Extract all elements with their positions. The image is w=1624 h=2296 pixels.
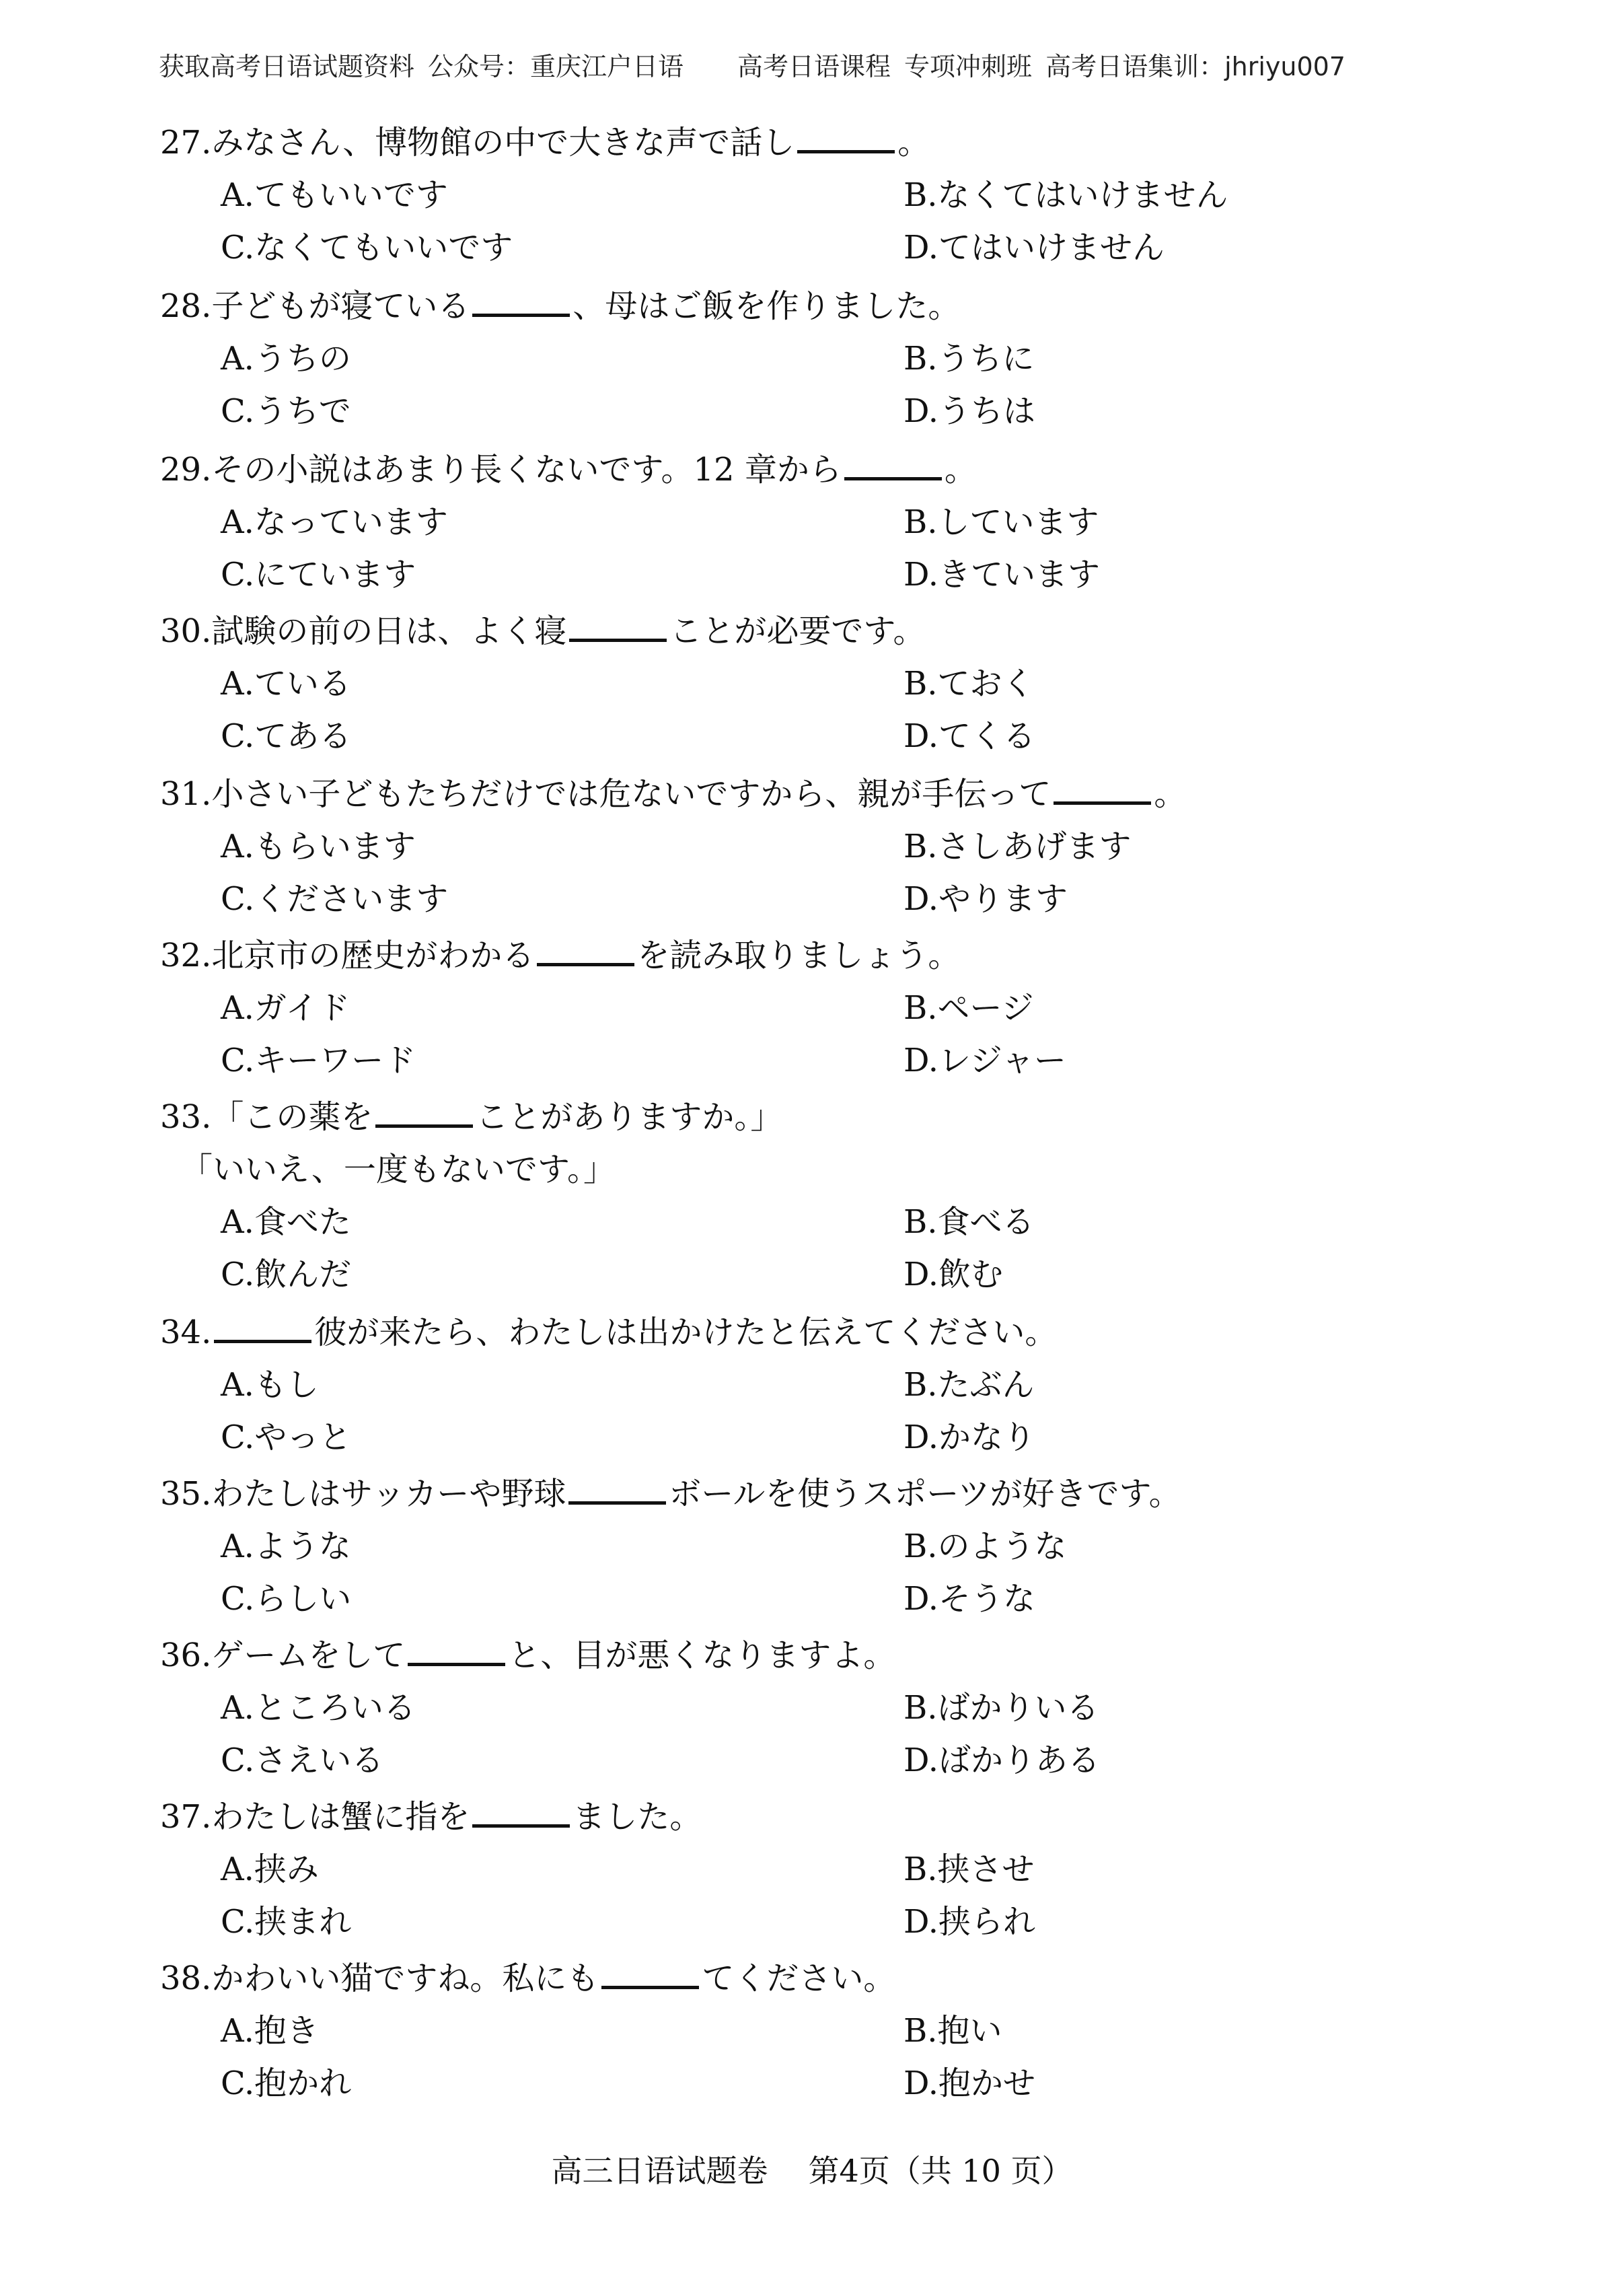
page-header bbox=[159, 46, 1345, 83]
page-footer bbox=[0, 2147, 1624, 2191]
answer-blank bbox=[1054, 775, 1151, 805]
page-number: 第4页（共 10 页） bbox=[808, 2153, 1073, 2189]
stem-text-before: 試験の前の日は、よく寝 bbox=[211, 612, 567, 650]
option-b: B.しています bbox=[903, 503, 1099, 541]
option-b: B.食べる bbox=[903, 1203, 1035, 1241]
option-b: B.挟させ bbox=[903, 1851, 1035, 1888]
options-grid bbox=[160, 663, 1506, 756]
question-number: 33. bbox=[160, 1098, 212, 1136]
option-b: B.さしあげます bbox=[903, 828, 1132, 865]
option-c: C.挟まれ bbox=[221, 1903, 352, 1941]
question-stem bbox=[160, 935, 1506, 976]
option-c: C.飲んだ bbox=[221, 1256, 352, 1293]
stem-text-after: ことがありますか。」 bbox=[476, 1098, 783, 1136]
option-d: D.そうな bbox=[903, 1580, 1036, 1618]
dialogue-reply: 「いいえ、一度もないです。」 bbox=[180, 1151, 616, 1188]
question-number: 27. bbox=[160, 124, 212, 162]
stem-text-before: わたしはサッカーや野球 bbox=[211, 1475, 566, 1513]
options-grid bbox=[160, 826, 1506, 919]
answer-blank bbox=[408, 1636, 505, 1666]
option-c: C.うちで bbox=[221, 392, 351, 430]
option-c: C.らしい bbox=[221, 1580, 352, 1618]
option-b: B.ページ bbox=[903, 989, 1034, 1027]
stem-text-before: 子どもが寝ている bbox=[211, 287, 470, 325]
stem-text-after: を読み取りましょう。 bbox=[637, 937, 961, 974]
option-a: A.ような bbox=[221, 1528, 351, 1565]
header-promo-text: 获取高考日语试题资料 bbox=[159, 52, 415, 81]
option-a: A.ている bbox=[221, 665, 351, 703]
option-d: D.飲む bbox=[903, 1256, 1004, 1293]
option-d: D.抱かせ bbox=[903, 2065, 1036, 2102]
option-d: D.かなり bbox=[903, 1419, 1036, 1456]
question-stem bbox=[160, 611, 1506, 651]
stem-text-after: 。 bbox=[1154, 775, 1187, 813]
question-stem bbox=[160, 774, 1506, 814]
option-b: B.ばかりいる bbox=[903, 1689, 1099, 1727]
option-c: C.てある bbox=[221, 717, 352, 755]
option-c: C.キーワード bbox=[221, 1042, 416, 1079]
question-stem bbox=[160, 286, 1506, 326]
option-d: D.きています bbox=[903, 556, 1101, 594]
answer-blank bbox=[375, 1098, 473, 1128]
header-account: 公众号：重庆江户日语 bbox=[428, 52, 684, 81]
question-27 bbox=[160, 122, 1506, 268]
option-b: B.のような bbox=[903, 1528, 1067, 1565]
question-34 bbox=[160, 1312, 1506, 1458]
answer-blank bbox=[214, 1313, 311, 1343]
question-36 bbox=[160, 1635, 1506, 1781]
option-d: D.やります bbox=[903, 880, 1068, 918]
option-b: B.うちに bbox=[903, 340, 1035, 378]
option-c: C.さえいる bbox=[221, 1742, 384, 1779]
option-a: A.ところいる bbox=[221, 1689, 416, 1727]
answer-blank bbox=[797, 123, 895, 153]
option-d: D.てくる bbox=[903, 717, 1036, 755]
option-a: A.挟み bbox=[221, 1851, 319, 1888]
option-a: A.もし bbox=[221, 1366, 319, 1404]
answer-blank bbox=[472, 287, 570, 317]
option-a: A.なっています bbox=[221, 503, 448, 541]
options-grid bbox=[160, 1365, 1506, 1458]
answer-blank bbox=[472, 1797, 570, 1828]
options-grid bbox=[160, 988, 1506, 1081]
question-stem bbox=[160, 1312, 1506, 1353]
stem-text-after: ことが必要です。 bbox=[669, 612, 926, 650]
question-35 bbox=[160, 1474, 1506, 1619]
question-29 bbox=[160, 450, 1506, 595]
options-grid bbox=[160, 338, 1506, 431]
stem-text-after: ボールを使うスポーツが好きです。 bbox=[669, 1475, 1181, 1513]
question-number: 34. bbox=[160, 1314, 212, 1351]
options-grid bbox=[160, 1202, 1506, 1295]
stem-text-before: その小説はあまり長くないです。12 章から bbox=[211, 451, 842, 489]
option-a: A.もらいます bbox=[221, 828, 416, 865]
question-37 bbox=[160, 1797, 1506, 1942]
option-a: A.抱き bbox=[221, 2012, 319, 2050]
options-grid bbox=[160, 1688, 1506, 1781]
option-a: A.てもいいです bbox=[221, 176, 448, 214]
option-c: C.くださいます bbox=[221, 880, 449, 918]
question-number: 36. bbox=[160, 1637, 212, 1674]
question-stem bbox=[160, 1958, 1506, 1999]
question-38 bbox=[160, 1958, 1506, 2104]
option-c: C.なくてもいいです bbox=[221, 229, 513, 266]
option-d: D.うちは bbox=[903, 392, 1036, 430]
header-class: 专项冲刺班 bbox=[904, 52, 1033, 81]
question-number: 35. bbox=[160, 1475, 212, 1513]
answer-blank bbox=[601, 1959, 699, 1989]
question-number: 30. bbox=[160, 612, 212, 650]
option-d: D.挟られ bbox=[903, 1903, 1036, 1941]
option-d: D.てはいけません bbox=[903, 229, 1165, 266]
stem-text-before: 「この薬を bbox=[211, 1098, 373, 1136]
options-grid bbox=[160, 175, 1506, 268]
stem-text-before: かわいい猫ですね。私にも bbox=[211, 1960, 599, 1997]
stem-text-before: 小さい子どもたちだけでは危ないですから、親が手伝って bbox=[211, 775, 1051, 813]
question-number: 32. bbox=[160, 937, 212, 974]
question-number: 37. bbox=[160, 1798, 212, 1836]
option-a: A.ガイド bbox=[221, 989, 350, 1027]
stem-text-after: 。 bbox=[944, 451, 977, 489]
option-b: B.抱い bbox=[903, 2012, 1002, 2050]
stem-text-before: 北京市の歴史がわかる bbox=[211, 937, 535, 974]
question-stem bbox=[160, 1797, 1506, 1837]
question-number: 28. bbox=[160, 287, 212, 325]
question-number: 38. bbox=[160, 1960, 212, 1997]
options-grid bbox=[160, 2011, 1506, 2104]
question-stem bbox=[160, 122, 1506, 163]
option-c: C.やっと bbox=[221, 1419, 352, 1456]
question-28 bbox=[160, 286, 1506, 431]
option-b: B.なくてはいけません bbox=[903, 176, 1228, 214]
stem-text-after: 彼が来たら、わたしは出かけたと伝えてください。 bbox=[314, 1314, 1058, 1351]
header-course: 高考日语课程 bbox=[737, 52, 891, 81]
stem-text-after: と、目が悪くなりますよ。 bbox=[508, 1637, 896, 1674]
option-d: D.レジャー bbox=[903, 1042, 1066, 1079]
answer-blank bbox=[844, 450, 942, 480]
question-number: 29. bbox=[160, 451, 212, 489]
stem-text-after: 。 bbox=[897, 124, 930, 162]
stem-text-before: わたしは蟹に指を bbox=[211, 1798, 470, 1836]
option-c: C.にています bbox=[221, 556, 416, 594]
stem-text-before: ゲームをして bbox=[211, 1637, 406, 1674]
stem-text-after: 、母はご飯を作りました。 bbox=[573, 287, 961, 325]
header-training: 高考日语集训：jhriyu007 bbox=[1045, 52, 1345, 81]
option-d: D.ばかりある bbox=[903, 1742, 1101, 1779]
question-30 bbox=[160, 611, 1506, 756]
option-b: B.ておく bbox=[903, 665, 1035, 703]
option-a: A.うちの bbox=[221, 340, 351, 378]
options-grid bbox=[160, 1849, 1506, 1942]
stem-text-after: ました。 bbox=[573, 1798, 702, 1836]
question-stem bbox=[160, 1635, 1506, 1676]
option-b: B.たぶん bbox=[903, 1366, 1035, 1404]
stem-text-after: てください。 bbox=[702, 1960, 896, 1997]
question-stem bbox=[160, 450, 1506, 490]
question-31 bbox=[160, 774, 1506, 919]
question-number: 31. bbox=[160, 775, 212, 813]
option-a: A.食べた bbox=[221, 1203, 351, 1241]
option-c: C.抱かれ bbox=[221, 2065, 352, 2102]
question-stem bbox=[160, 1097, 1506, 1137]
answer-blank bbox=[569, 612, 667, 642]
options-grid bbox=[160, 1526, 1506, 1619]
answer-blank bbox=[568, 1474, 666, 1505]
exam-title: 高三日语试题卷 bbox=[551, 2153, 768, 2189]
answer-blank bbox=[537, 936, 634, 966]
question-stem bbox=[160, 1474, 1506, 1514]
question-32 bbox=[160, 935, 1506, 1081]
question-33 bbox=[160, 1097, 1506, 1295]
options-grid bbox=[160, 502, 1506, 595]
stem-text-before: みなさん、博物館の中で大きな声で話し bbox=[211, 124, 795, 162]
